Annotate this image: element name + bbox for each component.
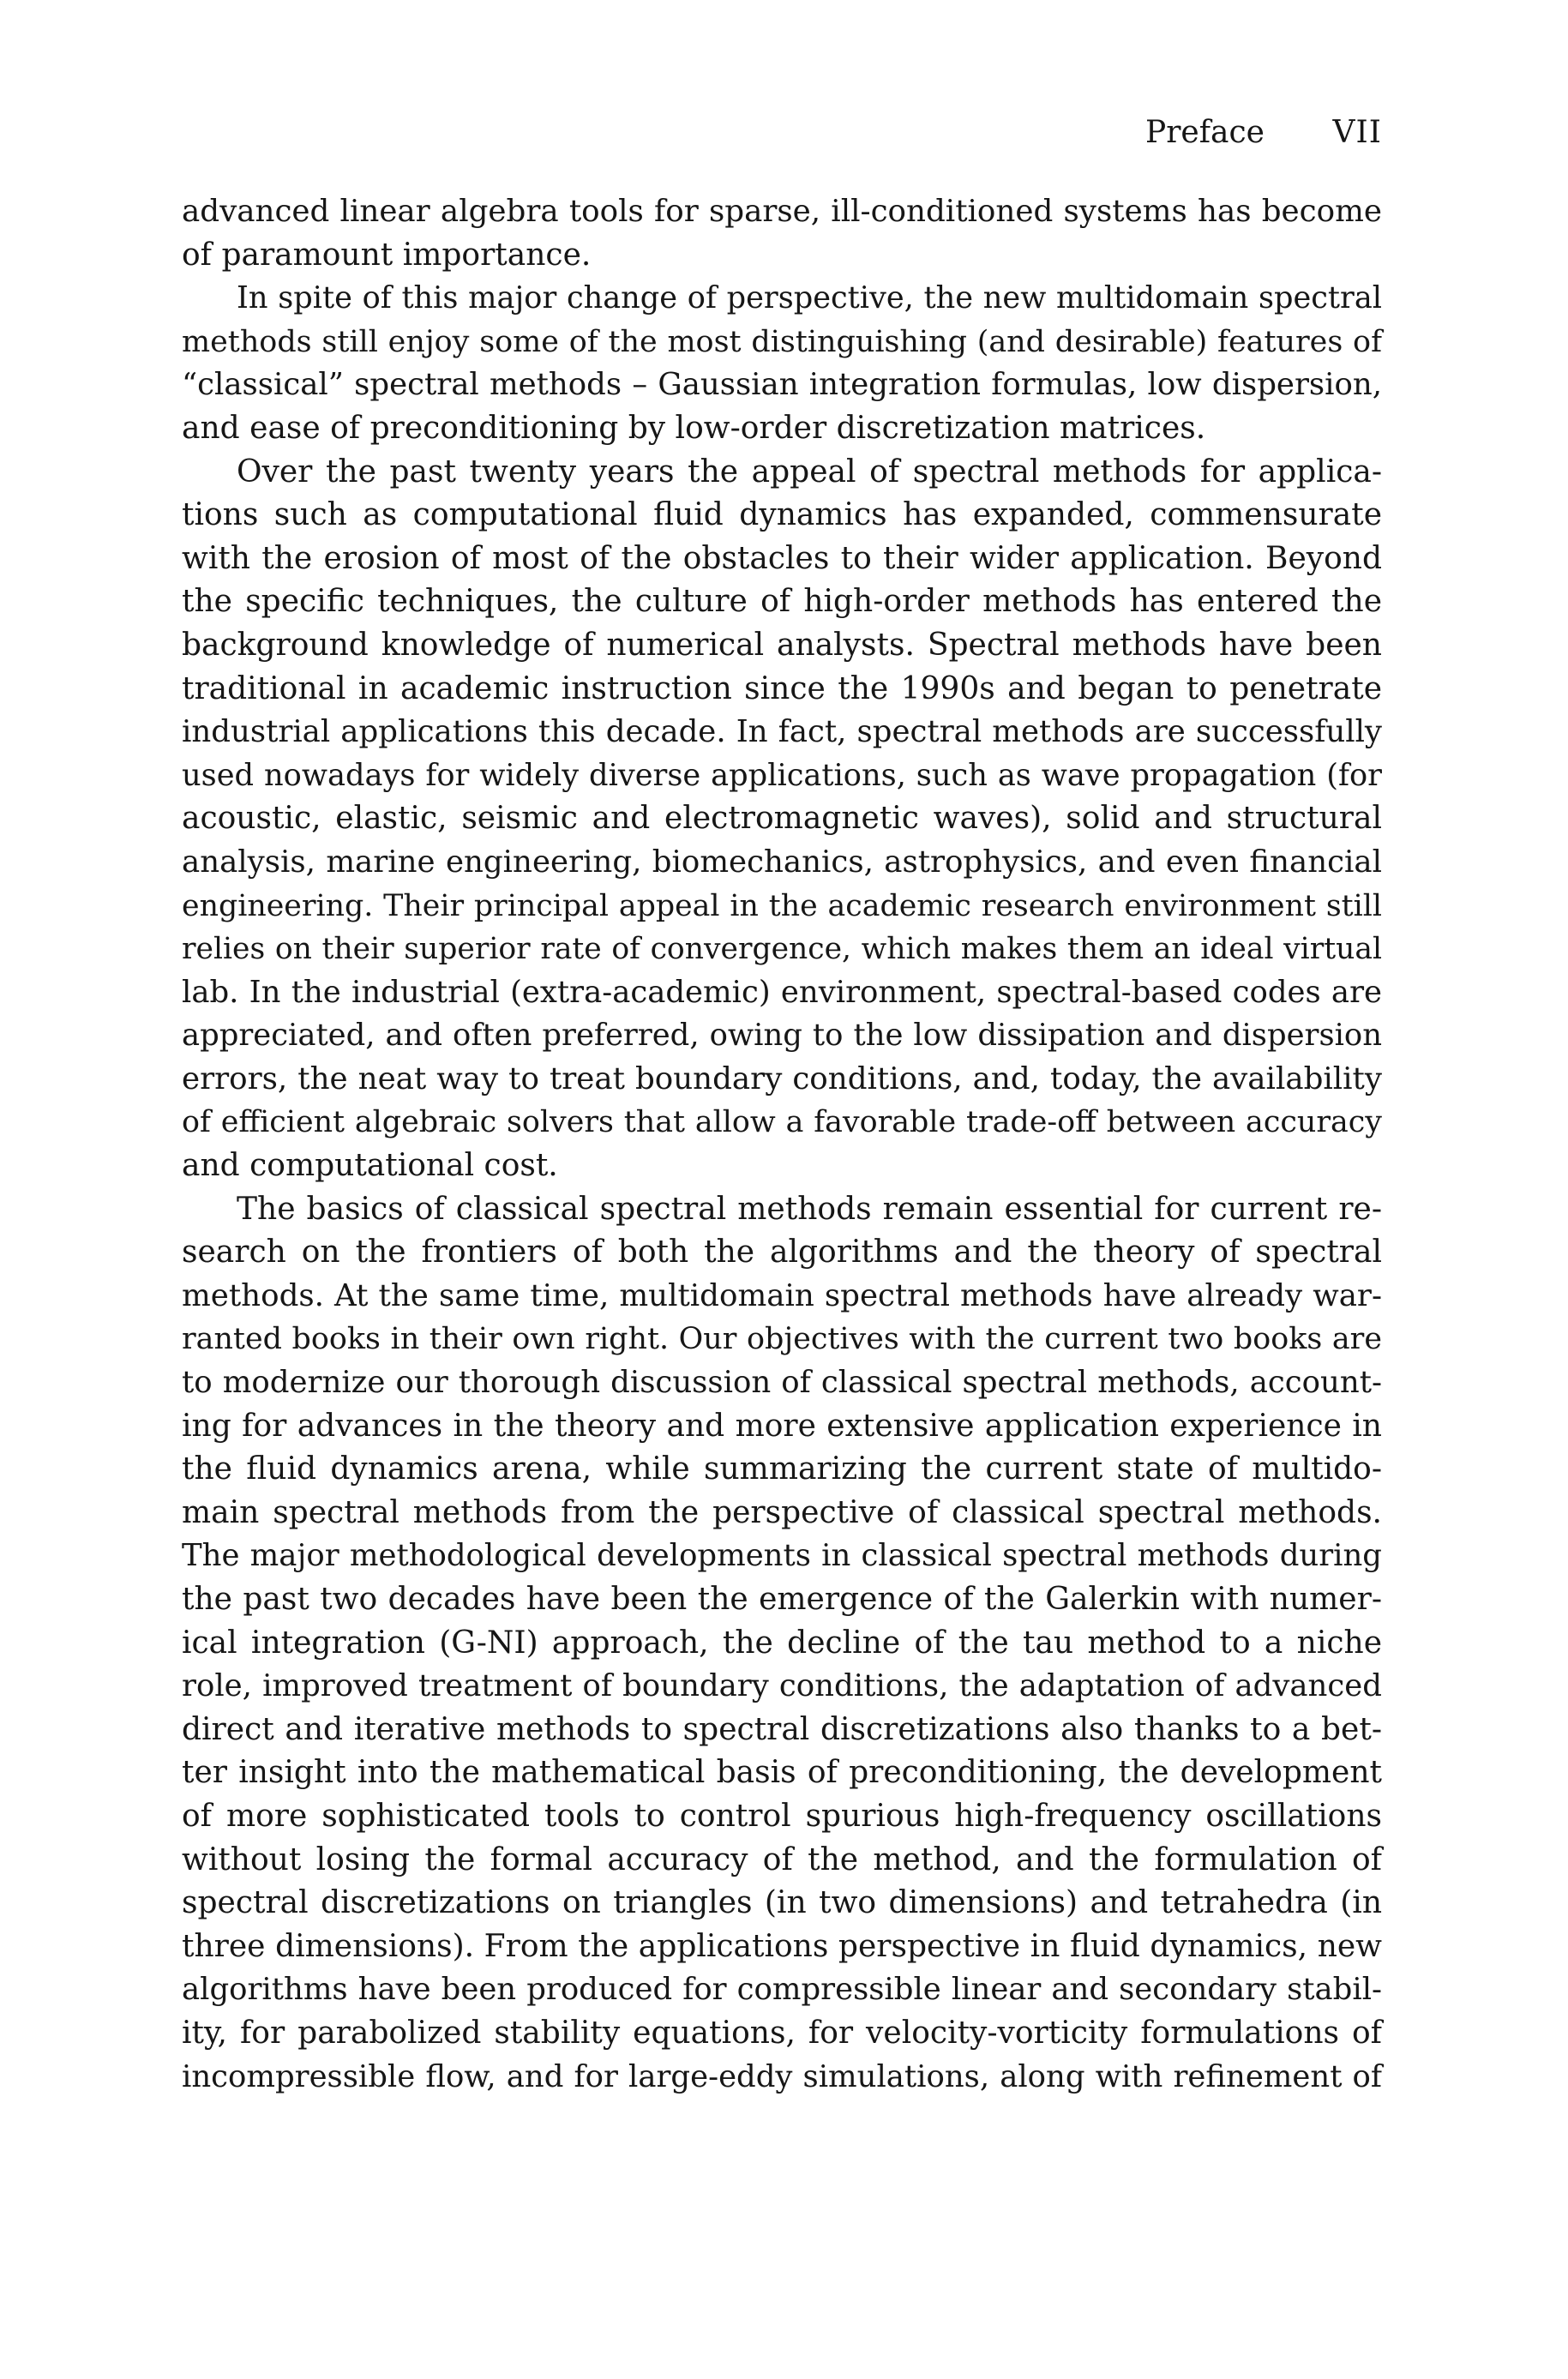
text-line: tions such as computational fluid dynamics has expanded, commensurate [182, 497, 1382, 533]
text-line: Over the past twenty years the appeal of spectral methods for applica- [237, 454, 1382, 490]
text-line: ter insight into the mathematical basis of preconditioning, the development [182, 1755, 1382, 1791]
text-line: methods. At the same time, multidomain spectral methods have already war- [182, 1277, 1382, 1313]
text-line: analysis, marine engineering, biomechanics, astrophysics, and even financial [182, 844, 1382, 880]
text-line: In spite of this major change of perspective, the new multidomain spectral [237, 280, 1382, 316]
text-line: the specific techniques, the culture of high-order methods has entered the [182, 584, 1382, 620]
text-line: ranted books in their own right. Our objectives with the current two books are [182, 1322, 1382, 1357]
text-line: background knowledge of numerical analysts. Spectral methods have been [182, 627, 1382, 663]
text-line: relies on their superior rate of convergence, which makes them an ideal virtual [182, 932, 1382, 967]
text-line: the fluid dynamics arena, while summarizing the current state of multido- [182, 1451, 1382, 1487]
text-line: engineering. Their principal appeal in the academic research environment still [182, 888, 1382, 923]
text-line: traditional in academic instruction since the 1990s and began to penetrate [182, 670, 1382, 706]
text-line: without losing the formal accuracy of the method, and the formulation of [182, 1841, 1382, 1877]
text-line: role, improved treatment of boundary conditions, the adaptation of advanced [182, 1668, 1382, 1704]
text-line: The basics of classical spectral methods remain essential for current re- [237, 1191, 1382, 1227]
text-line: ity, for parabolized stability equations, for velocity-vorticity formulations of [182, 2015, 1382, 2051]
text-line: appreciated, and often preferred, owing to the low dissipation and dispersion [182, 1018, 1382, 1054]
text-line: methods still enjoy some of the most distinguishing (and desirable) features of [182, 324, 1382, 359]
text-line: advanced linear algebra tools for sparse, ill-conditioned systems has become [182, 194, 1382, 229]
running-head [182, 111, 1382, 154]
text-line: and computational cost. [182, 1148, 558, 1184]
paragraph [182, 451, 1382, 1188]
page-number: VII [1332, 115, 1382, 150]
text-line: The major methodological developments in classical spectral methods during [182, 1538, 1382, 1574]
text-line: the past two decades have been the emergence of the Galerkin with numer- [182, 1582, 1382, 1617]
text-line: of more sophisticated tools to control spurious high-frequency oscillations [182, 1798, 1382, 1834]
text-line: of efficient algebraic solvers that allow a favorable trade-off between accuracy [182, 1105, 1382, 1140]
running-head-title: Preface [1145, 115, 1265, 150]
text-line: lab. In the industrial (extra-academic) environment, spectral-based codes are [182, 974, 1382, 1010]
text-line: to modernize our thorough discussion of classical spectral methods, account- [182, 1365, 1382, 1401]
text-line: incompressible flow, and for large-eddy simulations, along with refinement of [182, 2058, 1382, 2094]
text-line: three dimensions). From the applications perspective in fluid dynamics, new [182, 1928, 1382, 1964]
text-line: main spectral methods from the perspective of classical spectral methods. [182, 1494, 1382, 1530]
text-line: industrial applications this decade. In fact, spectral methods are successfully [182, 714, 1382, 750]
paragraph [182, 277, 1382, 450]
text-line: ing for advances in the theory and more extensive application experience in [182, 1408, 1382, 1444]
text-line: acoustic, elastic, seismic and electromagnetic waves), solid and structural [182, 801, 1382, 837]
paragraph [182, 1188, 1382, 2099]
text-line: errors, the neat way to treat boundary conditions, and, today, the availability [182, 1060, 1382, 1096]
text-line: direct and iterative methods to spectral discretizations also thanks to a bet- [182, 1711, 1382, 1747]
text-line: search on the frontiers of both the algorithms and the theory of spectral [182, 1235, 1382, 1271]
text-line: spectral discretizations on triangles (in two dimensions) and tetrahedra (in [182, 1885, 1382, 1921]
text-line: ical integration (G-NI) approach, the decline of the tau method to a niche [182, 1625, 1382, 1661]
text-line: algorithms have been produced for compressible linear and secondary stabil- [182, 1972, 1382, 2008]
body-text [182, 190, 1382, 2099]
text-line: and ease of preconditioning by low-order discretization matrices. [182, 410, 1206, 446]
text-line: “classical” spectral methods – Gaussian integration formulas, low dispersion, [182, 367, 1382, 403]
paragraph [182, 190, 1382, 277]
text-line: used nowadays for widely diverse applications, such as wave propagation (for [182, 757, 1382, 793]
text-line: with the erosion of most of the obstacles to their wider application. Beyond [182, 540, 1382, 576]
text-line: of paramount importance. [182, 237, 592, 273]
